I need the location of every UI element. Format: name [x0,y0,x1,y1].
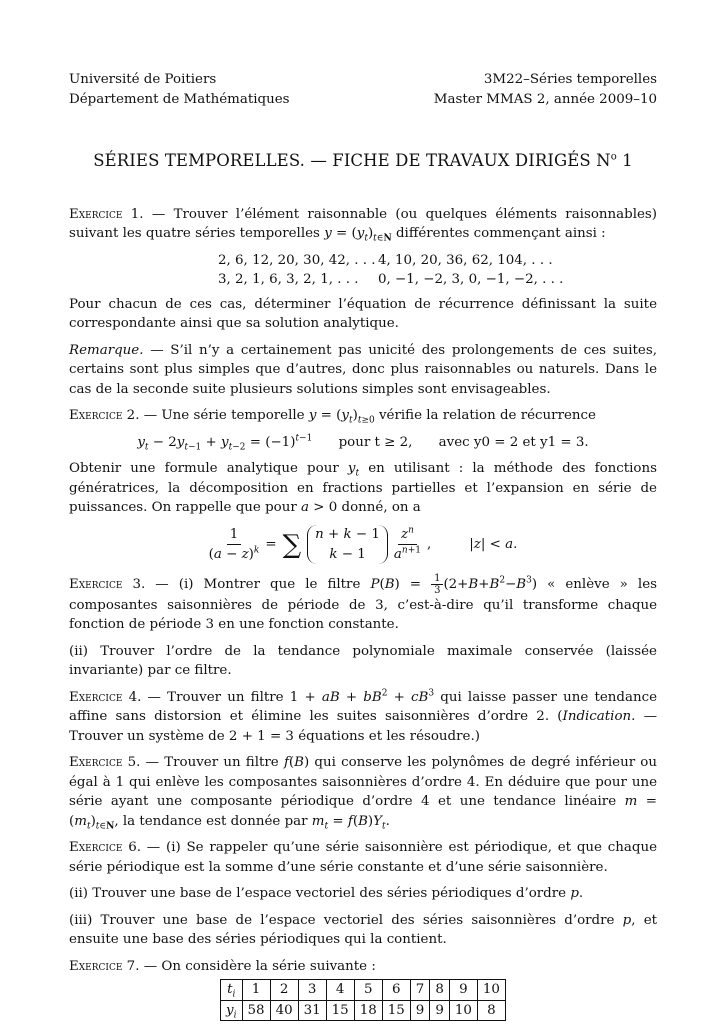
sum-symbol: ∑ [282,529,302,560]
recurrence-condition: pour t ≥ 2, [338,434,413,450]
data-table [220,979,506,1021]
table-cell-t: 3 [298,980,326,1001]
exercise-3-part-2: (ii) Trouver l’ordre de la tendance polynomiale maximale conservée (laissée invariante) par ce filtre. [69,643,657,678]
exercise-1-remark: Remarque. — S’il n’y a certainement pas unicité des prolongements de ces suites, certains sont plus simples que d’autres, donc plus raisonnables ou naturels. Dans le cas de la seconde suite plusieurs solutions simples sont envisageables. [69,342,657,397]
table-cell-t: 7 [410,980,430,1001]
table-cell-y: 15 [326,1000,354,1021]
table-cell-y: 8 [477,1000,505,1021]
exercise-6-label: Exercice 6. — [69,840,161,855]
table-cell-t: 1 [242,980,270,1001]
table-cell-y: 10 [449,1000,477,1021]
series-4: 0, −1, −2, 3, 0, −1, −2, . . . [378,272,564,287]
table-cell-t: 5 [354,980,382,1001]
power-series-formula: $\frac{1}{(a - z)^k}$ = ∑ n + k − 1 k − 1 $\frac{z^n}{a^{n+1}}$ , |z| < a. [208,525,518,562]
recurrence-equation: $y_t - 2y_{t-1} + y_{t-2} = (-1)^{t-1}$ pour t ≥ 2, avec y0 = 2 et y1 = 3. [137,433,589,453]
table-cell-t: 10 [477,980,505,1001]
initial-values: avec y0 = 2 et y1 = 3. [438,434,589,450]
document-page [69,70,657,1021]
row-label-t: $t_i$ [221,980,242,1001]
university-name: Université de Poitiers [69,72,217,87]
table-cell-y: 9 [430,1000,450,1021]
series-3: 3, 2, 1, 6, 3, 2, 1, . . . [218,272,359,287]
table-cell-t: 6 [382,980,410,1001]
exercise-7-label: Exercice 7. — [69,958,158,974]
course-code: 3M22–Séries temporelles [483,72,657,87]
exercise-5: Exercice 5. — Trouver un filtre f(B) qui conserve les polynômes de degré inférieur ou égal à 1 qui enlève les composantes saisonnières d’ordre 4. En déduire que pour une série ayant une composante périodique d’ordre 4 et une tendance linéaire $m = (m_t)_{t\in N}$, la tendance est donnée par $m_t = f(B)Y_t$. [69,755,657,832]
series-2: 4, 10, 20, 36, 62, 104, . . . [378,252,553,268]
header-left [69,70,290,109]
table-cell-y: 31 [298,1000,326,1021]
exercise-2-label: Exercice 2. — [69,408,158,423]
exercise-1-para-2: Pour chacun de ces cas, déterminer l’équation de récurrence définissant la suite correspondante ainsi que sa solution analytique. [69,296,657,331]
table-cell-y: 15 [382,1000,410,1021]
course-year: Master MMAS 2, année 2009–10 [433,91,657,107]
exercise-2-para-2: Obtenir une formule analytique pour $y_t$ en utilisant : la méthode des fonctions génératrices, la décomposition en fractions partielles et l’expansion en série de puissances. On rappelle que pour a > 0 donné, on a [69,461,657,515]
table-cell-y: 18 [354,1000,382,1021]
table-row-t [221,980,506,1001]
table-cell-t: 8 [430,980,450,1001]
table-cell-y: 9 [410,1000,430,1021]
row-label-y: $y_i$ [221,1000,242,1021]
series-list [69,251,657,290]
exercise-4-label: Exercice 4. — [69,689,161,705]
exercise-6-part-3: (iii) Trouver une base de l’espace vectoriel des séries saisonnières d’ordre p, et ensuite une base des séries périodiques qui la contient. [69,912,657,947]
exercise-3-label: Exercice 3. — [69,576,169,592]
page-title: SÉRIES TEMPORELLES. — FICHE DE TRAVAUX DIRIGÉS $N^o$ 1 [93,151,633,170]
table-cell-t: 2 [270,980,298,1001]
exercise-3: Exercice 3. — (i) Montrer que le filtre P(B) = $\frac{1}{3}$ $(2+B+B^2-B^3)$ « enlève » les composantes saisonnières de période de 3, c’est-à-dire qu’il transforme chaque fonction de période 3 en une fonction constante. [69,572,657,632]
table-row-y [221,1000,506,1021]
exercise-1-label: Exercice 1. — [69,206,166,222]
series-1: 2, 6, 12, 20, 30, 42, . . . [218,252,376,268]
header-right [434,70,657,109]
table-cell-t: 4 [326,980,354,1001]
header [69,70,657,109]
table-cell-y: 58 [242,1000,270,1021]
exercise-6: Exercice 6. — (i) Se rappeler qu’une série saisonnière est périodique, et que chaque série périodique est la somme d’une série constante et d’une série saisonnière. [69,840,657,875]
exercise-4: Exercice 4. — Trouver un filtre 1 + aB + $bB^2 + cB^3$ qui laisse passer une tendance affine sans distorsion et élimine les suites saisonnières d’ordre 2. (Indication. — Trouver un système de 2 + 1 = 3 équations et les résoudre.) [69,688,657,744]
department-name: Département de Mathématiques [69,91,290,107]
exercise-2: Exercice 2. — Une série temporelle $y = (y_t)_{t\ge 0}$ vérifie la relation de récurrence [69,408,596,426]
math-series-def: y [324,226,332,241]
exercise-7: Exercice 7. — On considère la série suivante : [69,958,376,974]
exercise-5-label: Exercice 5. — [69,755,160,770]
exercise-1: Exercice 1. — Trouver l’élément raisonnable (ou quelques éléments raisonnables) suivant les quatre séries temporelles $y = (y_t)_{t\in N}$ différentes commençant ainsi : [69,206,657,244]
table-cell-t: 9 [449,980,477,1001]
table-cell-y: 40 [270,1000,298,1021]
exercise-6-part-2: (ii) Trouver une base de l’espace vectoriel des séries périodiques d’ordre p. [69,886,584,901]
